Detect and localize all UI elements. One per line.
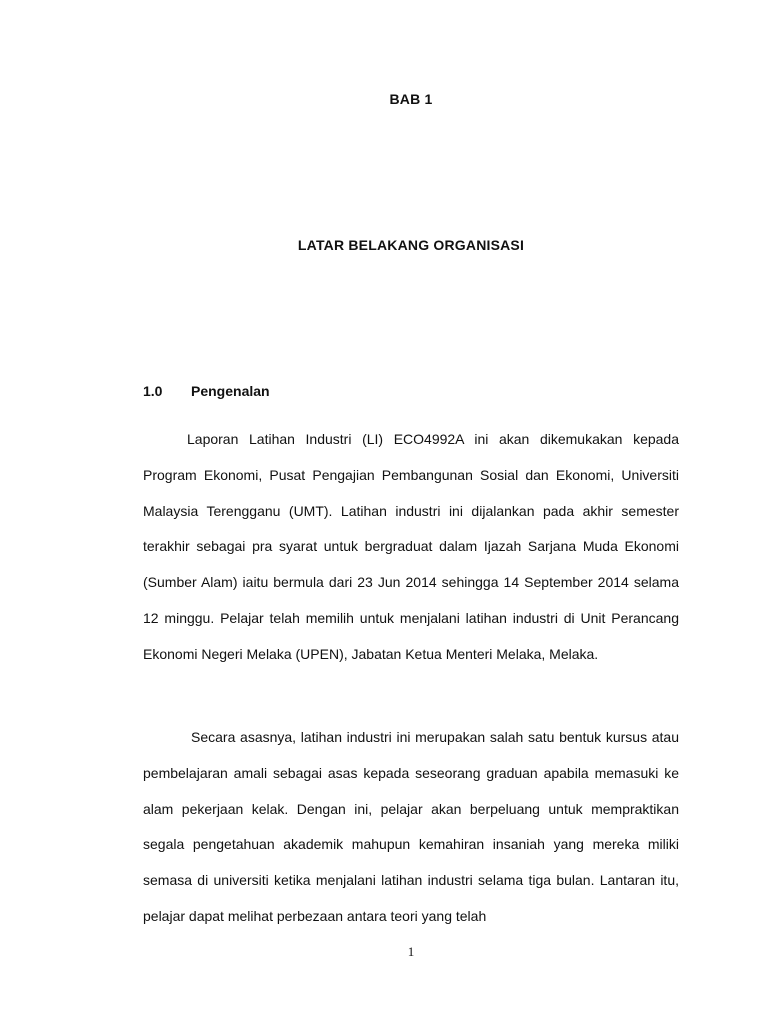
section-title: Pengenalan	[191, 383, 270, 399]
paragraph-introduction: Laporan Latihan Industri (LI) ECO4992A ini akan dikemukakan kepada Program Ekonomi, Pusat Pengajian Pembangunan Sosial dan Ekonomi, Universiti Malaysia Terengganu (UMT). Latihan industri ini dijalankan pada akhir semester terakhir sebagai pra syarat untuk bergraduat dalam Ijazah Sarjana Muda Ekonomi (Sumber Alam) iaitu bermula dari 23 Jun 2014 sehingga 14 September 2014 selama 12 minggu. Pelajar telah memilih untuk menjalani latihan industri di Unit Perancang Ekonomi Negeri Melaka (UPEN), Jabatan Ketua Menteri Melaka, Melaka.	[143, 431, 679, 662]
chapter-title: LATAR BELAKANG ORGANISASI	[297, 237, 525, 253]
page-number: 1	[407, 944, 415, 959]
chapter-label: BAB 1	[389, 91, 433, 107]
section-number: 1.0	[143, 383, 163, 399]
section-heading	[143, 383, 270, 399]
paragraph-basics: Secara asasnya, latihan industri ini merupakan salah satu bentuk kursus atau pembelajaran amali sebagai asas kepada seseorang graduan apabila memasuki ke alam pekerjaan kelak. Dengan ini, pelajar akan berpeluang untuk mempraktikan segala pengetahuan akademik mahupun kemahiran insaniah yang mereka miliki semasa di universiti ketika menjalani latihan industri selama tiga bulan. Lantaran itu, pelajar dapat melihat perbezaan antara teori yang telah	[143, 729, 679, 924]
